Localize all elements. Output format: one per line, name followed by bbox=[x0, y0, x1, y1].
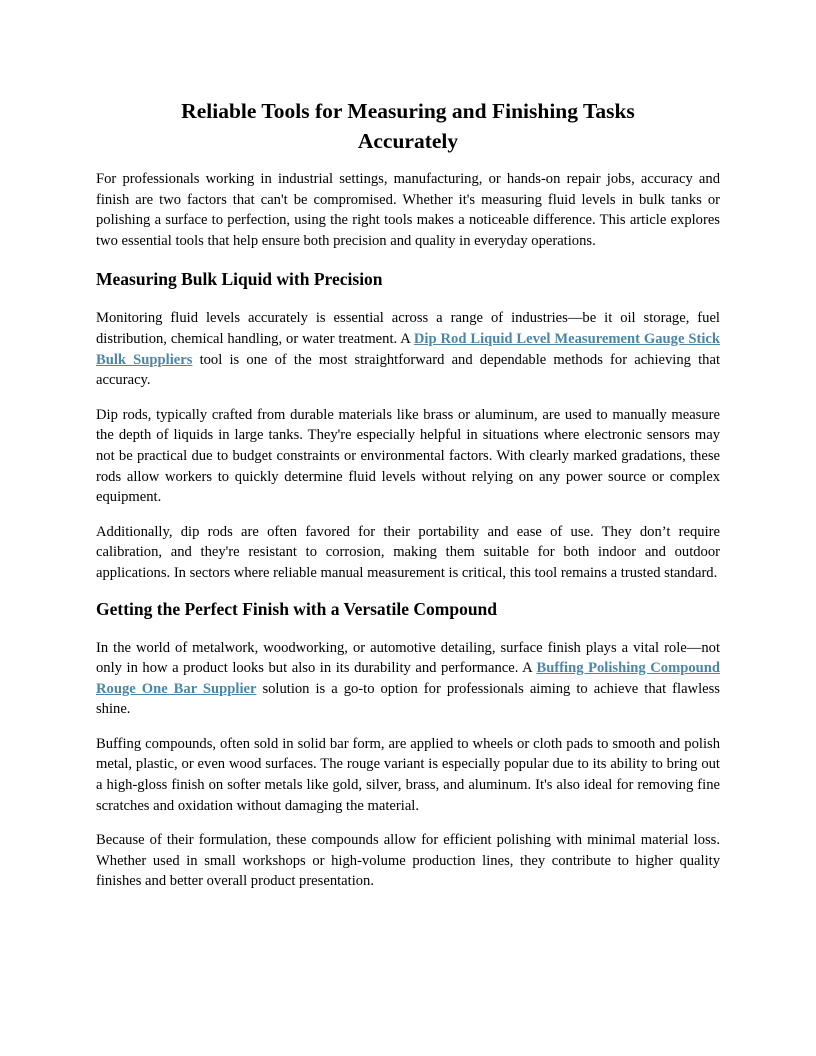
finishing-paragraph-3: Because of their formulation, these compounds allow for efficient polishing with minimal material loss. Whether used in small workshops or high-volume production lines, they contribute to higher quality finishes and better overall product presentation. bbox=[96, 832, 720, 890]
finishing-paragraph-2: Buffing compounds, often sold in solid bar form, are applied to wheels or cloth pads to smooth and polish metal, plastic, or even wood surfaces. The rouge variant is especially popular due to its ability to bring out a high-gloss finish on softer metals like gold, silver, brass, and aluminum. It's also ideal for removing fine scratches and oxidation without damaging the material. bbox=[96, 735, 720, 814]
measuring-paragraph-1 bbox=[96, 308, 720, 390]
measuring-paragraph-3: Additionally, dip rods are often favored for their portability and ease of use. They don’t require calibration, and they're resistant to corrosion, making them suitable for both indoor and outdoor applications. In sectors where reliable manual measurement is critical, this tool remains a trusted standard. bbox=[96, 523, 720, 581]
measuring-paragraph-2: Dip rods, typically crafted from durable materials like brass or aluminum, are used to manually measure the depth of liquids in large tanks. They're especially helpful in situations where electronic sensors may not be practical due to budget constraints or environmental factors. With clearly marked gradations, these rods allow workers to quickly determine fluid levels without relying on any power source or complex equipment. bbox=[96, 406, 720, 506]
section-heading-finishing: Getting the Perfect Finish with a Versatile Compound bbox=[96, 598, 498, 619]
page-title: Reliable Tools for Measuring and Finishing Tasks Accurately bbox=[181, 99, 635, 153]
section-heading-measuring: Measuring Bulk Liquid with Precision bbox=[96, 269, 383, 290]
buffing-compound-link[interactable]: Buffing Polishing Compound Rouge One Bar Supplier bbox=[96, 660, 720, 697]
dip-rod-link[interactable]: Dip Rod Liquid Level Measurement Gauge Stick Bulk Suppliers bbox=[96, 330, 720, 368]
intro-paragraph: For professionals working in industrial settings, manufacturing, or hands-on repair jobs, accuracy and finish are two factors that can't be compromised. Whether it's measuring fluid levels in bulk tanks or polishing a surface to perfection, using the right tools makes a noticeable difference. This article explores two essential tools that help ensure both precision and quality in everyday operations. bbox=[96, 171, 720, 249]
measuring-p1-text-before: Monitoring fluid levels accurately is essential across a range of industries—be it oil storage, fuel distribution, chemical handling, or water treatment. A bbox=[96, 310, 720, 347]
finishing-paragraph-1 bbox=[96, 638, 720, 720]
measuring-p1-text-after: tool is one of the most straightforward and dependable methods for achieving that accuracy. bbox=[96, 351, 720, 389]
finishing-p1-text-after: solution is a go-to option for professionals aiming to achieve that flawless shine. bbox=[96, 680, 720, 718]
finishing-p1-text-before: In the world of metalwork, woodworking, or automotive detailing, surface finish plays a vital role—not only in how a product looks but also in its durability and performance. A bbox=[96, 639, 720, 677]
document-page bbox=[96, 96, 720, 906]
